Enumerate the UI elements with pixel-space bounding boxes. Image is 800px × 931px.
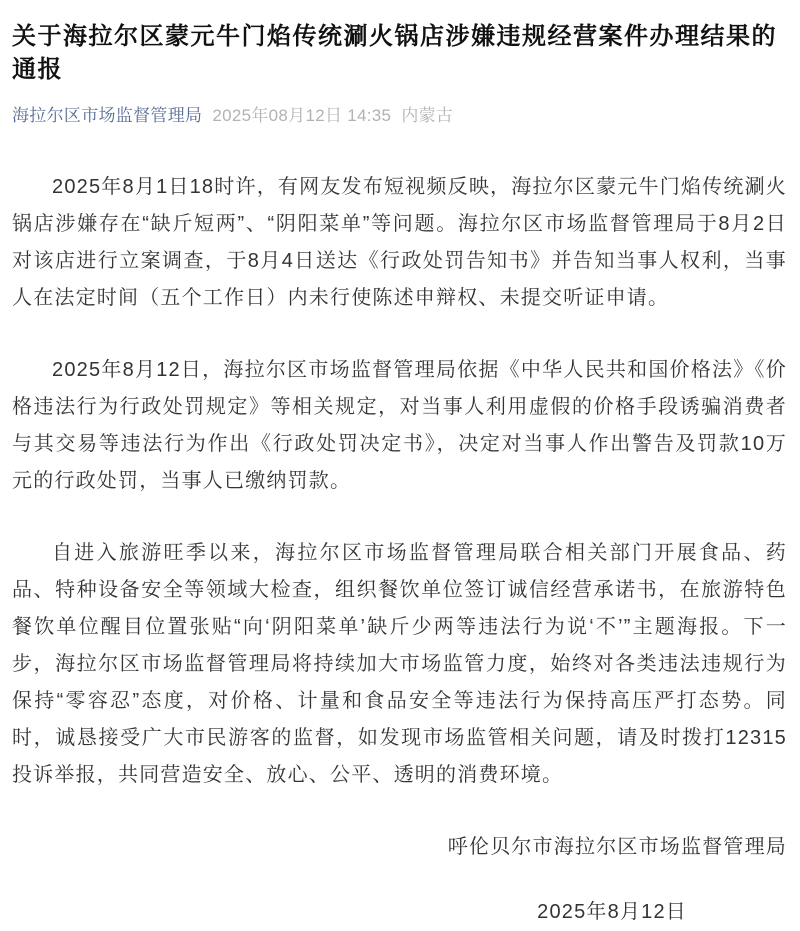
- article-paragraph-2: 2025年8月12日，海拉尔区市场监督管理局依据《中华人民共和国价格法》《价格违法行为行政处罚规定》等相关规定，对当事人利用虚假的价格手段诱骗消费者与其交易等违法行为作出《行政处罚决定书》，决定对当事人作出警告及罚款10万元的行政处罚，当事人已缴纳罚款。: [12, 359, 787, 492]
- publish-region: 内蒙古: [401, 106, 454, 125]
- byline: [12, 106, 787, 126]
- account-name-link[interactable]: 海拉尔区市场监督管理局: [12, 106, 203, 125]
- article-paragraph-3: 自进入旅游旺季以来，海拉尔区市场监督管理局联合相关部门开展食品、药品、特种设备安全等领域大检查，组织餐饮单位签订诚信经营承诺书，在旅游特色餐饮单位醒目位置张贴“向‘阴阳菜单’缺斤少两等违法行为说‘不’”主题海报。下一步，海拉尔区市场监督管理局将持续加大市场监管力度，始终对各类违法违规行为保持“零容忍”态度，对价格、计量和食品安全等违法行为保持高压严打态势。同时，诚恳接受广大市民游客的监督，如发现市场监管相关问题，请及时拨打12315投诉举报，共同营造安全、放心、公平、透明的消费环境。: [12, 542, 787, 786]
- publish-datetime: 2025年08月12日 14:35: [212, 106, 392, 125]
- article-title: 关于海拉尔区蒙元牛门焰传统涮火锅店涉嫌违规经营案件办理结果的通报: [12, 23, 777, 83]
- article-body: [12, 169, 787, 931]
- signature-agency: 呼伦贝尔市海拉尔区市场监督管理局: [447, 836, 787, 858]
- signature-date: 2025年8月12日: [537, 901, 687, 923]
- article-paragraph-1: 2025年8月1日18时许，有网友发布短视频反映，海拉尔区蒙元牛门焰传统涮火锅店涉嫌存在“缺斤短两”、“阴阳菜单”等问题。海拉尔区市场监督管理局于8月2日对该店进行立案调查，于8月4日送达《行政处罚告知书》并告知当事人权利，当事人在法定时间（五个工作日）内未行使陈述申辩权、未提交听证申请。: [12, 176, 787, 309]
